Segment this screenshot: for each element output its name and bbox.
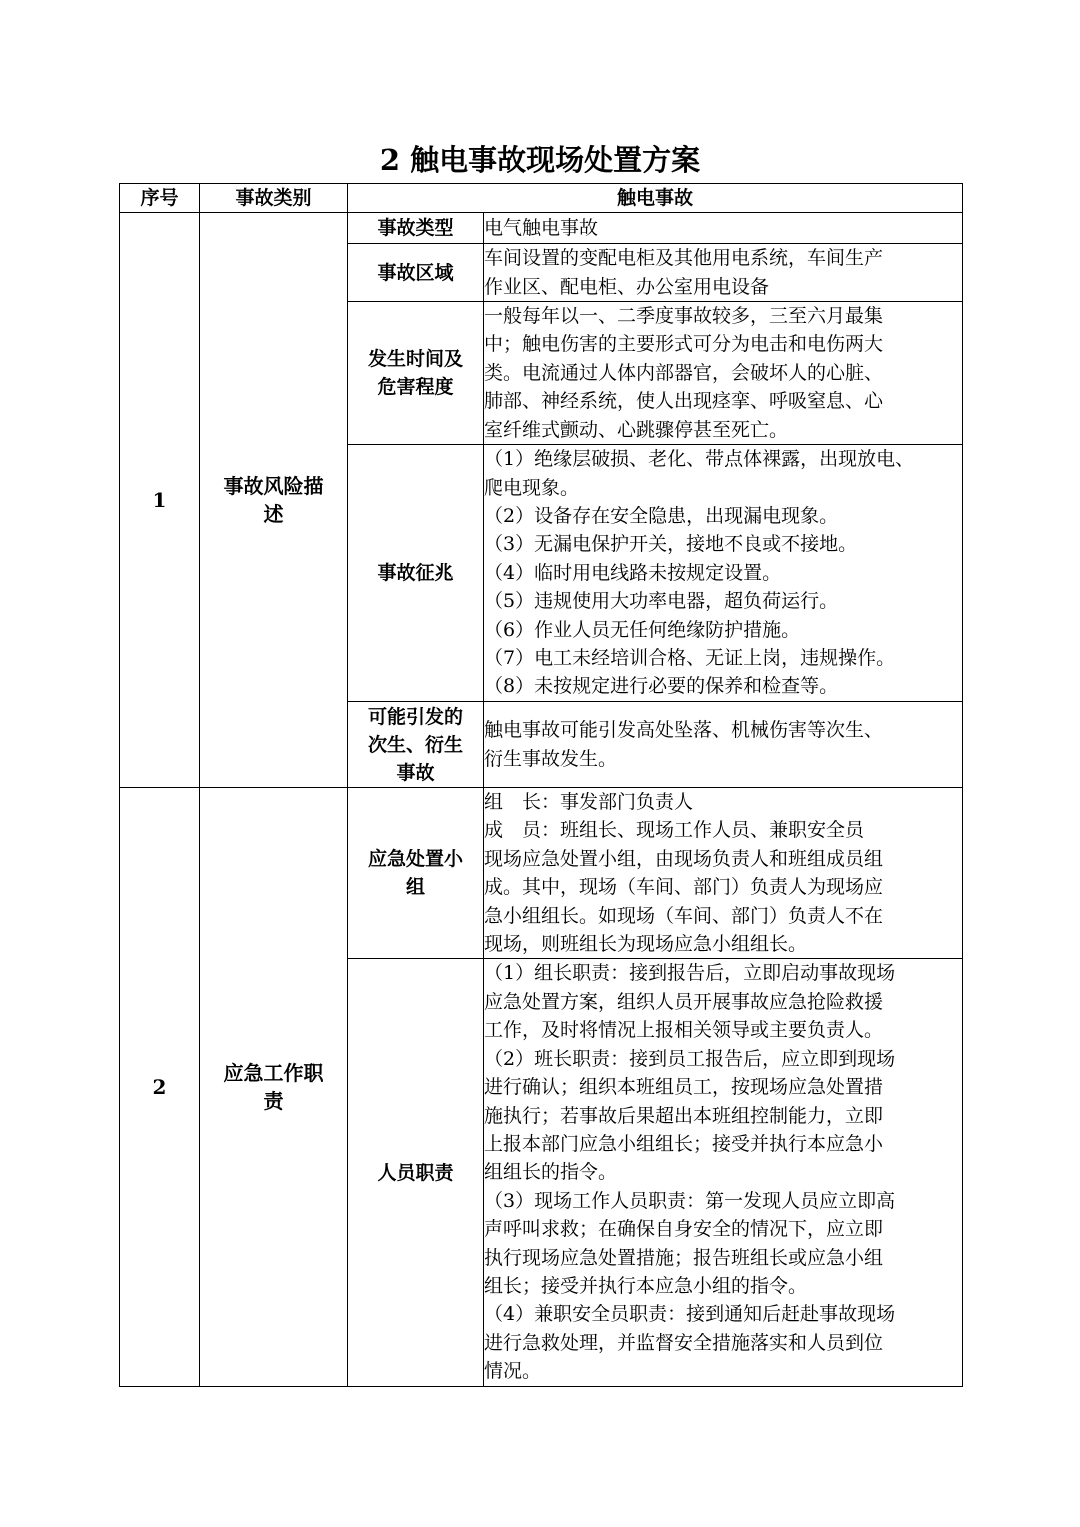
- text-line: （7）电工未经培训合格、无证上岗，违规操作。: [484, 647, 896, 670]
- text-line: 作业区、配电柜、办公室用电设备: [484, 275, 770, 298]
- section-category-text: 应急工作职责: [223, 1060, 324, 1113]
- item-text: [484, 445, 963, 702]
- item-text: [484, 702, 963, 788]
- item-label-text: 应急处置小组: [367, 848, 463, 899]
- text-line: 急小组组长。如现场（车间、部门）负责人不在: [484, 904, 884, 927]
- header-content: 触电事故: [348, 184, 963, 213]
- text-line: （5）违规使用大功率电器，超负荷运行。: [484, 590, 839, 613]
- disposal-plan-table: [119, 183, 963, 1387]
- text-line: 工作，及时将情况上报相关领导或主要负责人。: [484, 1019, 884, 1042]
- text-line: （3）现场工作人员职责：第一发现人员应立即高: [484, 1189, 896, 1212]
- text-line: 组长；接受并执行本应急小组的指令。: [484, 1274, 808, 1297]
- item-label: 事故类型: [348, 213, 484, 244]
- text-line: （1）组长职责：接到报告后，立即启动事故现场: [484, 962, 896, 985]
- section-category: [200, 788, 348, 1387]
- text-line: 成 员：班组长、现场工作人员、兼职安全员: [484, 819, 865, 842]
- document-title: 2 触电事故现场处置方案: [379, 143, 701, 177]
- item-label: 事故区域: [348, 244, 484, 302]
- text-line: 触电事故可能引发高处坠落、机械伤害等次生、: [484, 719, 884, 742]
- text-line: 组 长：事发部门负责人: [484, 791, 694, 814]
- item-text: [484, 244, 963, 302]
- section-number: 1: [120, 213, 200, 788]
- text-line: 施执行；若事故后果超出本班组控制能力，立即: [484, 1104, 884, 1127]
- item-label: 事故征兆: [348, 445, 484, 702]
- text-line: （4）临时用电线路未按规定设置。: [484, 561, 782, 584]
- item-text: [484, 788, 963, 959]
- header-category: 事故类别: [200, 184, 348, 213]
- text-line: 电气触电事故: [484, 216, 599, 239]
- table-row: [120, 788, 963, 959]
- item-label: [348, 788, 484, 959]
- item-label: [348, 702, 484, 788]
- text-line: 室纤维式颤动、心跳骤停甚至死亡。: [484, 418, 789, 441]
- section-category-text: 事故风险描述: [223, 474, 324, 527]
- text-line: 现场应急处置小组，由现场负责人和班组成员组: [484, 847, 884, 870]
- item-label: [348, 302, 484, 445]
- table-row: [120, 213, 963, 244]
- section-number: 2: [120, 788, 200, 1387]
- text-line: （6）作业人员无任何绝缘防护措施。: [484, 618, 801, 641]
- text-line: 肺部、神经系统，使人出现痉挛、呼吸窒息、心: [484, 390, 884, 413]
- text-line: 执行现场应急处置措施；报告班组长或应急小组: [484, 1246, 884, 1269]
- text-line: 类。电流通过人体内部器官，会破坏人的心脏、: [484, 361, 884, 384]
- text-line: 衍生事故发生。: [484, 747, 618, 770]
- section-category: [200, 213, 348, 788]
- item-label: 人员职责: [348, 959, 484, 1386]
- text-line: 一般每年以一、二季度事故较多，三至六月最集: [484, 305, 884, 327]
- text-line: 中；触电伤害的主要形式可分为电击和电伤两大: [484, 333, 884, 356]
- text-line: （1）绝缘层破损、老化、带点体裸露，出现放电、: [484, 448, 915, 471]
- item-label-text: 可能引发的次生、衍生事故: [367, 705, 463, 784]
- text-line: 成。其中，现场（车间、部门）负责人为现场应: [484, 876, 884, 899]
- text-line: （2）设备存在安全隐患，出现漏电现象。: [484, 505, 839, 528]
- text-line: 应急处置方案，组织人员开展事故应急抢险救援: [484, 990, 884, 1013]
- item-text: [484, 213, 963, 244]
- text-line: （8）未按规定进行必要的保养和检查等。: [484, 675, 839, 698]
- text-line: 上报本部门应急小组组长；接受并执行本应急小: [484, 1132, 884, 1155]
- text-line: 组组长的指令。: [484, 1161, 618, 1184]
- text-line: （3）无漏电保护开关，接地不良或不接地。: [484, 533, 858, 556]
- text-line: 声呼叫求救；在确保自身安全的情况下，应立即: [484, 1218, 884, 1241]
- text-line: 现场，则班组长为现场应急小组组长。: [484, 933, 808, 956]
- item-text: [484, 302, 963, 445]
- text-line: 进行确认；组织本班组员工，按现场应急处置措: [484, 1076, 884, 1099]
- item-text: [484, 959, 963, 1386]
- table-header-row: [120, 184, 963, 213]
- text-line: （4）兼职安全员职责：接到通知后赶赴事故现场: [484, 1303, 896, 1326]
- text-line: 情况。: [484, 1360, 542, 1383]
- text-line: 进行急救处理，并监督安全措施落实和人员到位: [484, 1331, 884, 1354]
- text-line: 车间设置的变配电柜及其他用电系统，车间生产: [484, 247, 884, 270]
- item-label-text: 发生时间及危害程度: [367, 348, 463, 399]
- text-line: （2）班长职责：接到员工报告后，应立即到现场: [484, 1047, 896, 1070]
- text-line: 爬电现象。: [484, 476, 580, 499]
- header-no: 序号: [120, 184, 200, 213]
